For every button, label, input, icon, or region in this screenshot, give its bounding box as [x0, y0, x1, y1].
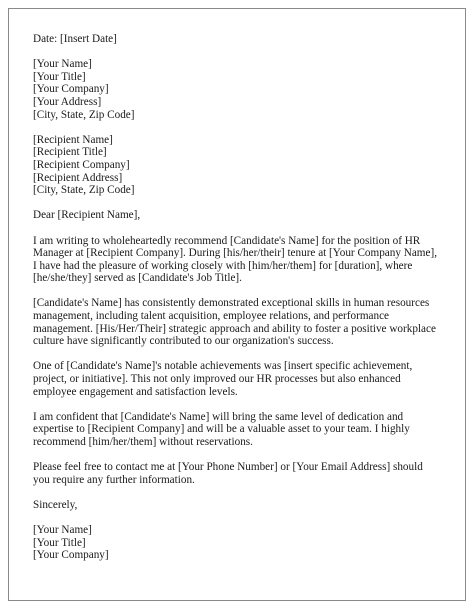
- recipient-city-state-zip: [City, State, Zip Code]: [33, 184, 135, 197]
- closing-block: [33, 499, 449, 512]
- text-line: employee engagement and satisfaction levels.: [33, 385, 238, 398]
- sender-title: [Your Title]: [33, 70, 86, 83]
- body-paragraph-recommendation: [33, 411, 449, 449]
- body-paragraph-achievements: [33, 360, 449, 398]
- signature-title: [Your Title]: [33, 536, 86, 549]
- body-paragraph-intro: [33, 235, 449, 285]
- salutation-block: [33, 209, 449, 222]
- letter-content: [33, 33, 449, 562]
- letter-body: [33, 235, 449, 487]
- text-line: expertise to [Recipient Company] and will be a valuable asset to your team. I highly: [33, 423, 410, 436]
- text-line: culture have significantly contributed to our organization's success.: [33, 335, 334, 348]
- recipient-title: [Recipient Title]: [33, 146, 107, 159]
- recipient-name: [Recipient Name]: [33, 133, 113, 146]
- signature-company: [Your Company]: [33, 549, 109, 562]
- body-paragraph-skills: [33, 297, 449, 347]
- sender-city-state-zip: [City, State, Zip Code]: [33, 108, 135, 121]
- letter-page: [8, 8, 466, 601]
- text-line: Manager at [Recipient Company]. During [his/her/their] tenure at [Your Company Name],: [33, 247, 437, 260]
- sender-company: [Your Company]: [33, 83, 109, 96]
- text-line: project, or initiative]. This not only improved our HR processes but also enhanced: [33, 373, 401, 386]
- signature-name: [Your Name]: [33, 524, 92, 537]
- text-line: you require any further information.: [33, 473, 195, 486]
- text-line: I am confident that [Candidate's Name] will bring the same level of dedication and: [33, 410, 404, 423]
- body-paragraph-contact: [33, 461, 449, 486]
- salutation: Dear [Recipient Name],: [33, 209, 141, 222]
- date-block: [33, 33, 449, 46]
- sender-street: [Your Address]: [33, 95, 102, 108]
- text-line: management. [His/Her/Their] strategic approach and ability to foster a positive workplace: [33, 322, 436, 335]
- text-line: management, including talent acquisition, employee relations, and performance: [33, 310, 390, 323]
- recipient-street: [Recipient Address]: [33, 171, 123, 184]
- sender-address: [33, 58, 449, 121]
- text-line: Please feel free to contact me at [Your Phone Number] or [Your Email Address] should: [33, 461, 423, 474]
- text-line: [he/she/they] served as [Candidate's Job Title].: [33, 272, 242, 285]
- closing: Sincerely,: [33, 498, 78, 511]
- recipient-company: [Recipient Company]: [33, 158, 130, 171]
- text-line: [Candidate's Name] has consistently demonstrated exceptional skills in human resources: [33, 297, 430, 310]
- recipient-address: [33, 134, 449, 197]
- date-line: Date: [Insert Date]: [33, 33, 117, 45]
- signature-block: [33, 524, 449, 562]
- sender-name: [Your Name]: [33, 58, 92, 71]
- text-line: recommend [him/her/them] without reservations.: [33, 436, 253, 448]
- text-line: I am writing to wholeheartedly recommend [Candidate's Name] for the position of HR: [33, 234, 421, 247]
- text-line: One of [Candidate's Name]'s notable achievements was [insert specific achievement,: [33, 360, 413, 373]
- text-line: I have had the pleasure of working closely with [him/her/them] for [duration], where: [33, 259, 413, 272]
